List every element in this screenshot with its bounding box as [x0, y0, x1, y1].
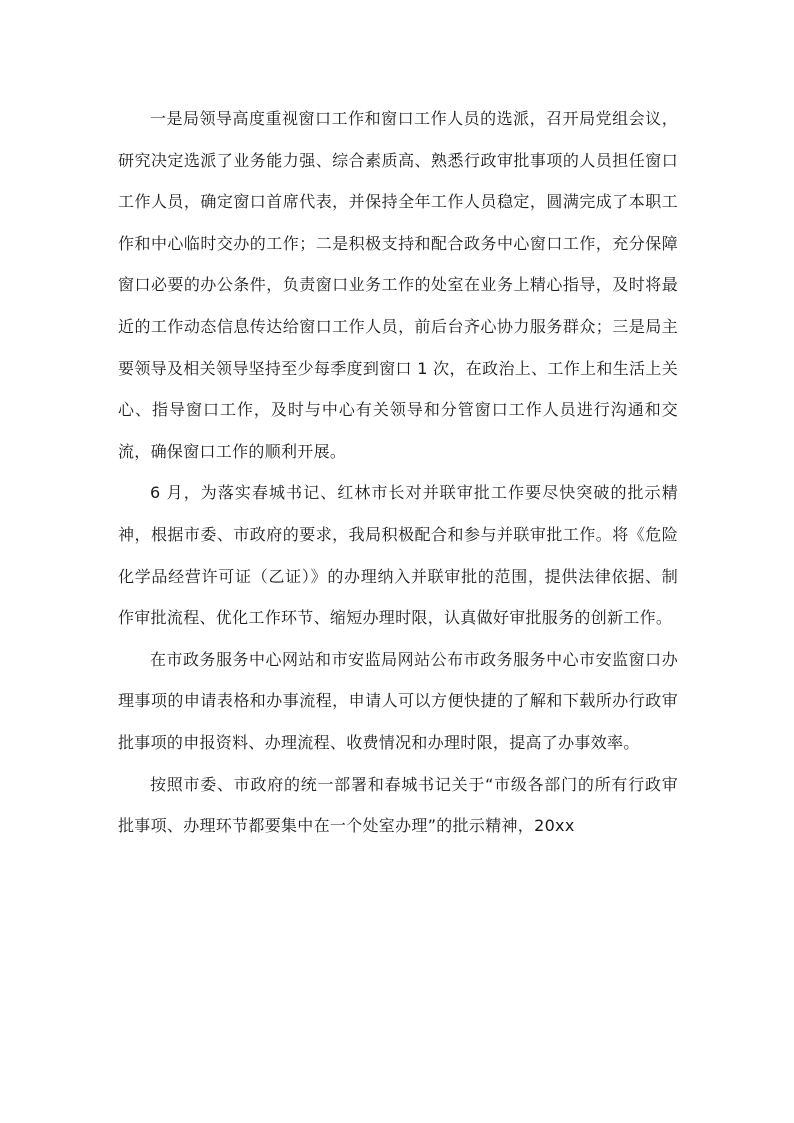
paragraph-3: 在市政务服务中心网站和市安监局网站公布市政务服务中心市安监窗口办理事项的申请表格和办事流程，申请人可以方便快捷的了解和下载所办行政审批事项的申报资料、办理流程、收费情况和办理时限，提高了办事效率。	[118, 649, 678, 752]
paragraph-4: 按照市委、市政府的统一部署和春城书记关于“市级各部门的所有行政审批事项、办理环节都要集中在一个处室办理”的批示精神，20xx	[118, 774, 678, 836]
paragraph-1: 一是局领导高度重视窗口工作和窗口工作人员的选派，召开局党组会议，研究决定选派了业务能力强、综合素质高、熟悉行政审批事项的人员担任窗口工作人员，确定窗口首席代表，并保持全年工作人员稳定，圆满完成了本职工作和中心临时交办的工作；二是积极支持和配合政务中心窗口工作，充分保障窗口必要的办公条件，负责窗口业务工作的处室在业务上精心指导，及时将最近的工作动态信息传达给窗口工作人员，前后台齐心协力服务群众；三是局主要领导及相关领导坚持至少每季度到窗口 1 次，在政治上、工作上和生活上关心、指导窗口工作，及时与中心有关领导和分管窗口工作人员进行沟通和交流，确保窗口工作的顺利开展。	[118, 109, 678, 461]
document-body	[118, 98, 678, 847]
paragraph-2: 6 月，为落实春城书记、红林市长对并联审批工作要尽快突破的批示精神，根据市委、市政府的要求，我局积极配合和参与并联审批工作。将《危险化学品经营许可证（乙证）》的办理纳入并联审批的范围，提供法律依据、制作审批流程、优化工作环节、缩短办理时限，认真做好审批服务的创新工作。	[118, 483, 678, 628]
